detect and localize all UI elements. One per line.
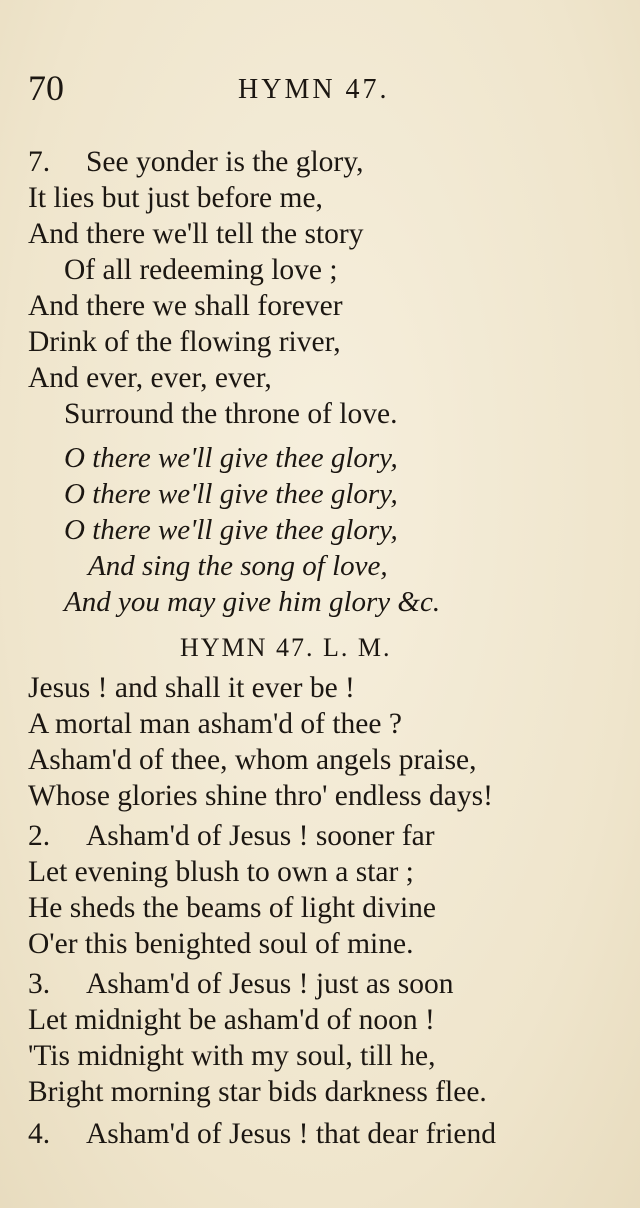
- stanza-number: 2.: [28, 820, 51, 852]
- hymn-47-stanza-3-line-3: 'Tis midnight with my soul, till he,: [28, 1040, 436, 1072]
- stanza-number: 7.: [28, 146, 51, 178]
- stanza-7-line-2: It lies but just before me,: [28, 182, 323, 214]
- hymn-47-stanza-2-line-3: He sheds the beams of light divine: [28, 892, 437, 924]
- hymn-47-stanza-2-line-4: O'er this benighted soul of mine.: [28, 928, 414, 960]
- stanza-7-line-3: And there we'll tell the story: [28, 218, 364, 250]
- chorus-line-5: And you may give him glory &c.: [64, 586, 441, 618]
- stanza-7-line-1: [28, 144, 363, 180]
- stanza-7-line-8: Surround the throne of love.: [64, 398, 398, 430]
- running-title: HYMN 47.: [238, 74, 390, 105]
- chorus-line-2: O there we'll give thee glory,: [64, 478, 398, 510]
- hymn-47-stanza-4-line-1: [28, 1116, 496, 1152]
- chorus-line-3: O there we'll give thee glory,: [64, 514, 398, 546]
- running-head: [28, 66, 613, 110]
- verse-text: Asham'd of Jesus ! sooner far: [86, 820, 435, 852]
- page-number: 70: [28, 68, 64, 108]
- stanza-number: 4.: [28, 1118, 51, 1150]
- hymn-47-stanza-1-line-1: Jesus ! and shall it ever be !: [28, 672, 355, 704]
- hymn-47-stanza-1-line-4: Whose glories shine thro' endless days!: [28, 780, 493, 812]
- hymn-47-stanza-2-line-1: [28, 818, 435, 854]
- hymn-47-stanza-2-line-2: Let evening blush to own a star ;: [28, 856, 414, 888]
- verse-text: Asham'd of Jesus ! just as soon: [86, 968, 454, 1000]
- stanza-number: 3.: [28, 968, 51, 1000]
- hymn-47-stanza-1-line-2: A mortal man asham'd of thee ?: [28, 708, 402, 740]
- verse-text: See yonder is the glory,: [86, 146, 364, 178]
- hymn-47-stanza-1-line-3: Asham'd of thee, whom angels praise,: [28, 744, 477, 776]
- stanza-7-line-6: Drink of the flowing river,: [28, 326, 341, 358]
- stanza-7-line-5: And there we shall forever: [28, 290, 343, 322]
- hymn-47-stanza-3-line-1: [28, 966, 454, 1002]
- hymn-heading: HYMN 47. L. M.: [180, 633, 392, 662]
- hymn-47-stanza-3-line-4: Bright morning star bids darkness flee.: [28, 1076, 487, 1108]
- chorus-line-4: And sing the song of love,: [88, 550, 388, 582]
- verse-text: Asham'd of Jesus ! that dear friend: [86, 1118, 497, 1150]
- stanza-7-line-4: Of all redeeming love ;: [64, 254, 338, 286]
- chorus-line-1: O there we'll give thee glory,: [64, 442, 398, 474]
- stanza-7-line-7: And ever, ever, ever,: [28, 362, 272, 394]
- hymn-47-stanza-3-line-2: Let midnight be asham'd of noon !: [28, 1004, 435, 1036]
